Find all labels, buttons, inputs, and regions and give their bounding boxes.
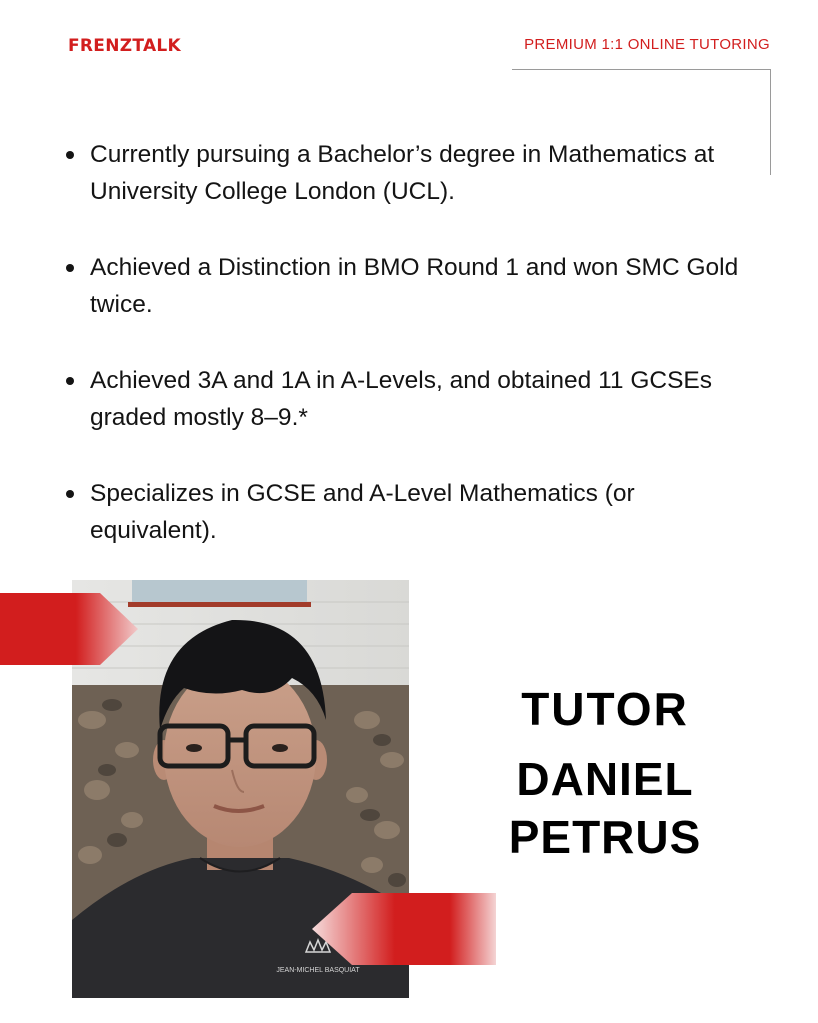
corner-divider-vertical bbox=[770, 69, 771, 175]
brand-logo: FRENZTALK bbox=[68, 36, 182, 56]
qualification-item bbox=[66, 249, 766, 323]
qualification-text-line: Currently pursuing a Bachelor’s degree in Mathematics at bbox=[90, 141, 715, 168]
tutor-name: DANIEL PETRUS bbox=[508, 753, 702, 863]
role-label: TUTOR bbox=[521, 683, 689, 735]
qualification-text-line: University College London (UCL). bbox=[90, 178, 455, 205]
qualification-text-line: Specializes in GCSE and A-Level Mathematics (or equivalent). bbox=[90, 480, 635, 544]
qualification-text-line: graded mostly 8–9.* bbox=[90, 404, 308, 431]
shirt-print-text: JEAN-MICHEL BASQUIAT bbox=[276, 967, 360, 974]
qualification-list bbox=[66, 136, 766, 588]
bullet-icon bbox=[66, 151, 74, 159]
header-tagline: PREMIUM 1:1 ONLINE TUTORING bbox=[524, 36, 770, 53]
ribbon-decoration-bottom bbox=[312, 893, 496, 965]
qualification-text-line: twice. bbox=[90, 291, 153, 318]
qualification-text-line: Achieved 3A and 1A in A-Levels, and obtained 11 GCSEs bbox=[90, 367, 712, 394]
tutor-title bbox=[422, 680, 788, 866]
bullet-icon bbox=[66, 377, 74, 385]
qualification-item bbox=[66, 136, 766, 210]
qualification-item bbox=[66, 362, 766, 436]
qualification-item bbox=[66, 475, 766, 549]
ribbon-decoration-top bbox=[0, 593, 138, 665]
corner-divider-horizontal bbox=[512, 69, 771, 70]
qualification-text-line: Achieved a Distinction in BMO Round 1 and won SMC Gold bbox=[90, 254, 739, 281]
bullet-icon bbox=[66, 264, 74, 272]
bullet-icon bbox=[66, 490, 74, 498]
